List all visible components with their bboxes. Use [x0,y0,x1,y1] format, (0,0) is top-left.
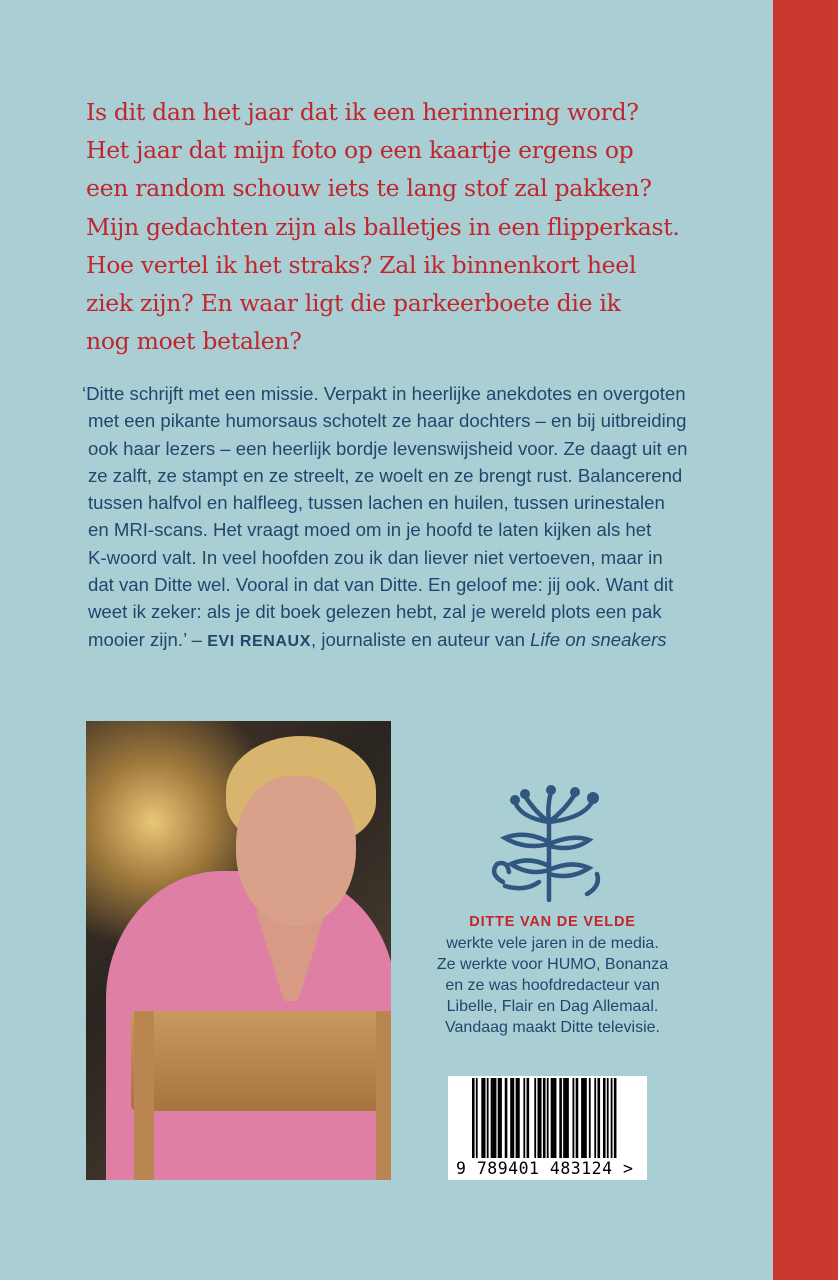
barcode-bar [559,1078,562,1158]
quote-line: weet ik zeker: als je dit boek gelezen hebt, zal je wereld plots een pak [88,601,662,623]
headline-line: nog moet betalen? [86,327,302,356]
barcode-bar [589,1078,591,1158]
barcode-bars [472,1078,638,1158]
barcode-bar [483,1078,486,1158]
photo-chair-leg [134,1011,154,1180]
barcode-bar [510,1078,513,1158]
barcode-bar [607,1078,609,1158]
attribution-name: EVI RENAUX [207,632,311,650]
bio-line: en ze was hoofdredacteur van [445,977,660,994]
quote-line: dat van Ditte wel. Vooral in dat van Ditte. En geloof me: jij ook. Want dit [88,574,674,596]
barcode-bar [581,1078,584,1158]
bio-line: werkte vele jaren in de media. [446,935,659,952]
author-name: DITTE VAN DE VELDE [469,914,636,930]
barcode-bar [499,1078,502,1158]
barcode-bar [597,1078,600,1158]
isbn-number: 9 789401 483124 > [456,1159,634,1178]
quote-line: ‘Ditte schrijft met een missie. Verpakt in heerlijke anekdotes en overgoten [82,383,686,404]
barcode-bar [543,1078,546,1158]
headline-line: Mijn gedachten zijn als balletjes in een flipperkast. [86,212,680,241]
barcode-bar [491,1078,493,1158]
quote-line: ze zalft, ze stampt en ze streelt, ze woelt en ze brengt rust. Balancerend [88,464,683,486]
barcode-bar [505,1078,508,1158]
bio-line: Libelle, Flair en Dag Allemaal. [446,998,659,1015]
barcode-bar [494,1078,497,1158]
barcode-bar [567,1078,569,1158]
barcode-bar [498,1078,500,1158]
barcode-bar [611,1078,613,1158]
barcode-bar [614,1078,617,1158]
barcode-bar [603,1078,606,1158]
blurb-quote [82,380,772,655]
attribution-book: Life on sneakers [530,628,667,650]
barcode-bar [527,1078,530,1158]
barcode-bar [534,1078,536,1158]
isbn-barcode [448,1076,647,1180]
bio-line: Vandaag maakt Ditte televisie. [445,1019,660,1036]
flower-stamp-icon [485,782,613,902]
quote-line: ook haar lezers – een heerlijk bordje levenswijsheid voor. Ze daagt uit en [88,437,688,459]
barcode-bar [523,1078,525,1158]
author-photo [86,721,391,1180]
barcode-bar [518,1078,520,1158]
headline-line: Is dit dan het jaar dat ik een herinnering word? [86,98,639,126]
barcode-bar [547,1078,549,1158]
barcode-bar [551,1078,553,1158]
headline-line: een random schouw iets te lang stof zal pakken? [86,174,652,203]
barcode-bar [552,1078,554,1158]
photo-chair-leg [376,1011,391,1180]
barcode-bar [492,1078,494,1158]
barcode-bar [481,1078,483,1158]
headline-line: ziek zijn? En waar ligt die parkeerboete die ik [86,289,621,318]
barcode-bar [572,1078,574,1158]
attribution-role: , journaliste en auteur van [310,628,531,650]
headline-line: Hoe vertel ik het straks? Zal ik binnenkort heel [86,250,637,279]
headline [86,93,766,360]
author-bio [420,912,685,1038]
barcode-bar [576,1078,579,1158]
barcode-bar [554,1078,557,1158]
barcode-bar [565,1078,568,1158]
quote-line: met een pikante humorsaus schotelt ze haar dochters – en bij uitbreiding [88,410,687,432]
headline-line: Het jaar dat mijn foto op een kaartje ergens op [86,136,634,165]
barcode-bar [512,1078,514,1158]
barcode-bar [537,1078,540,1158]
barcode-bar [594,1078,596,1158]
bio-line: Ze werkte voor HUMO, Bonanza [436,956,669,973]
quote-line [82,626,772,655]
photo-chair [131,1011,391,1111]
barcode-bar [487,1078,489,1158]
quote-line: tussen halfvol en halfleeg, tussen lachen en huilen, tussen urinestalen [88,492,665,514]
spine [773,0,838,1280]
photo-face [236,776,356,926]
barcode-bar [540,1078,542,1158]
barcode-bar [476,1078,478,1158]
barcode-bar [472,1078,475,1158]
quote-line: K-woord valt. In veel hoofden zou ik dan liever niet vertoeven, maar in [88,546,663,568]
barcode-bar [585,1078,587,1158]
quote-end: mooier zijn.’ – [88,628,208,650]
barcode-bar [583,1078,585,1158]
quote-line: en MRI-scans. Het vraagt moed om in je hoofd te laten kijken als het [88,519,652,541]
barcode-bar [516,1078,519,1158]
barcode-bar [563,1078,565,1158]
